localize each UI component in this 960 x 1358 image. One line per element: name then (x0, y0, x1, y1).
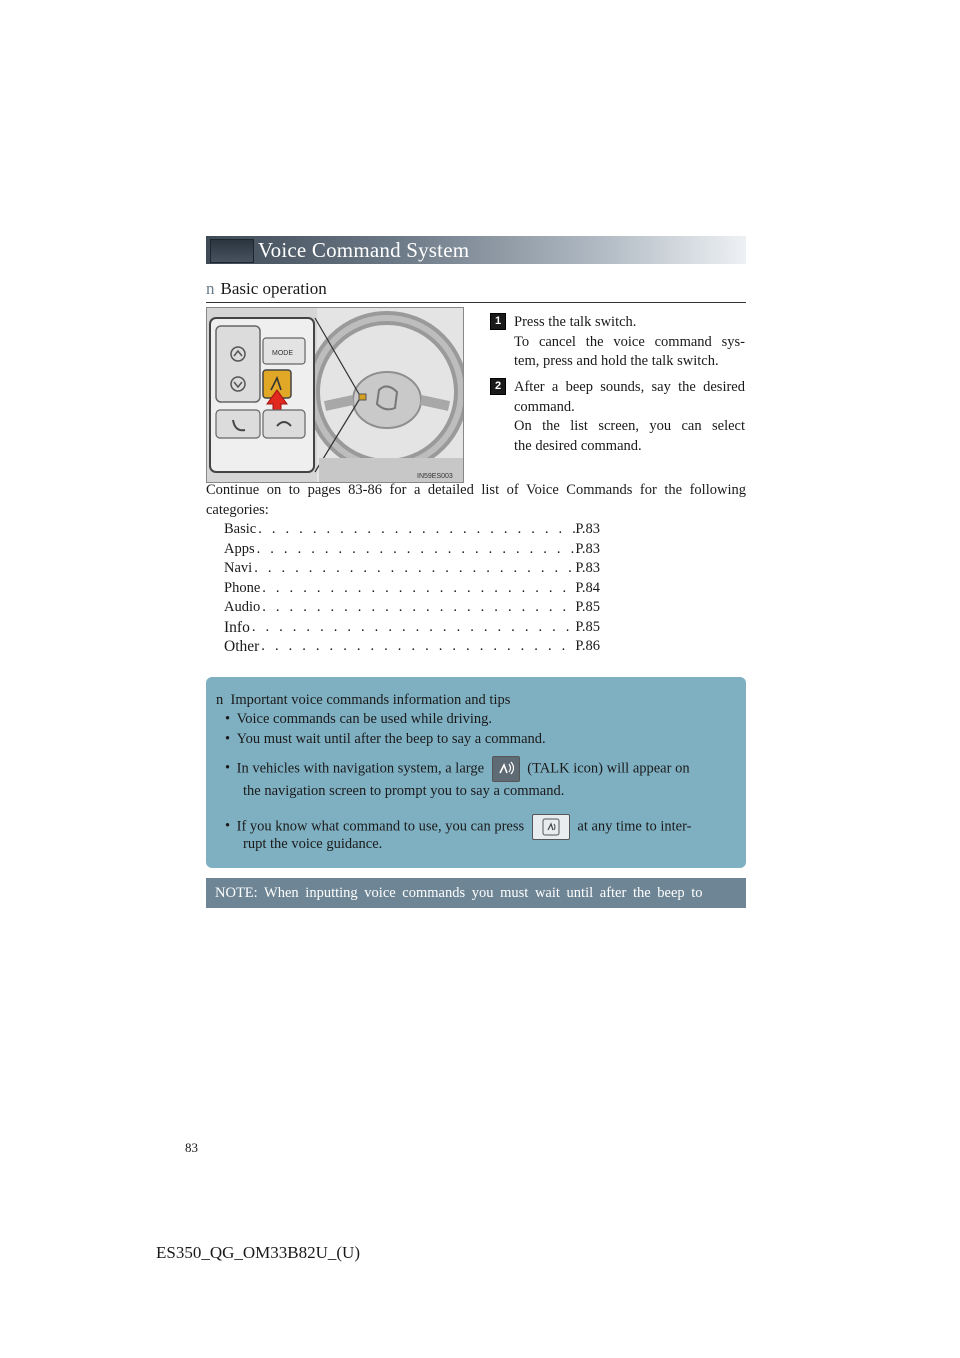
step-1-text (514, 313, 745, 372)
tip-bullet-1 (225, 710, 492, 729)
category-name: Other (224, 638, 260, 655)
step-1-line: To cancel the voice command sys- (514, 333, 745, 350)
dot-leader (250, 618, 576, 638)
intro-paragraph (206, 481, 746, 520)
subheading (206, 279, 327, 299)
dot-leader (259, 637, 575, 657)
intro-line: categories: (206, 501, 269, 518)
tip-text: In vehicles with navigation system, a large (236, 760, 485, 777)
tip-text: You must wait until after the beep to say a command. (236, 731, 546, 747)
intro-line: Continue on to pages 83-86 for a detailed list of Voice Commands for the following (206, 482, 746, 498)
step-2-text (514, 378, 745, 456)
tips-heading-text: Important voice commands information and tips (230, 692, 511, 708)
category-row-apps (224, 540, 600, 560)
step-2-line: the desired command. (514, 437, 642, 454)
page-number: 83 (185, 1140, 198, 1155)
category-name: Navi (224, 560, 253, 576)
category-row-navi (224, 559, 600, 579)
category-page: P.83 (575, 540, 600, 557)
tips-info-box (206, 677, 746, 868)
step-2-line: After a beep sounds, say the desired (514, 379, 745, 395)
category-name: Basic (224, 521, 257, 537)
tip-bullet-2 (225, 730, 546, 749)
talk-icon-glyph (493, 757, 519, 781)
dot-leader (260, 598, 575, 618)
section-header-bar (206, 236, 746, 264)
step-number-1: 1 (490, 313, 506, 330)
step-1-line: Press the talk switch. (514, 314, 637, 330)
dot-leader (256, 520, 575, 540)
category-row-basic (224, 520, 600, 540)
document-code: ES350_QG_OM33B82U_(U) (156, 1243, 360, 1262)
category-page: P.85 (575, 599, 600, 615)
category-page: P.84 (575, 579, 600, 596)
note-bar (206, 878, 746, 908)
step-number-2: 2 (490, 378, 506, 395)
tip-bullet-3-continued: the navigation screen to prompt you to say a command. (243, 783, 565, 799)
mode-button-label: MODE (272, 350, 293, 357)
tip-text: Voice commands can be used while driving. (236, 711, 493, 727)
tip-bullet-4-continued: rupt the voice guidance. (243, 836, 383, 852)
steering-wheel-drawing (207, 308, 463, 482)
tips-heading (216, 691, 510, 710)
category-row-other (224, 637, 600, 657)
dot-leader (252, 559, 575, 579)
steering-wheel-illustration (206, 307, 464, 483)
step-2-line: On the list screen, you can select (514, 418, 745, 434)
category-page: P.83 (575, 560, 600, 576)
tip-bullet-3 (225, 756, 690, 782)
bullet-glyph: • (225, 731, 231, 747)
subheading-text: Basic operation (220, 279, 327, 298)
category-page: P.83 (575, 521, 600, 537)
category-row-phone (224, 579, 600, 599)
bullet-glyph: • (225, 711, 231, 727)
category-name: Apps (224, 540, 255, 557)
figure-image-code: IN59ES003 (417, 473, 453, 480)
section-title: Voice Command System (258, 238, 470, 262)
category-name: Audio (224, 599, 261, 615)
category-page: P.86 (575, 638, 600, 654)
category-page: P.85 (575, 618, 600, 635)
bullet-glyph: • (225, 818, 231, 835)
tips-heading-marker: n (216, 692, 224, 708)
dot-leader (260, 579, 575, 599)
tip-text: at any time to inter- (577, 818, 692, 835)
category-name: Info (224, 618, 250, 636)
step-2-line: command. (514, 398, 575, 415)
category-row-info (224, 618, 600, 638)
bullet-glyph: • (225, 760, 231, 777)
subheading-rule (206, 302, 746, 303)
tip-text: If you know what command to use, you can press (236, 818, 525, 835)
note-text: NOTE: When inputting voice commands you must wait until after the beep to (215, 885, 703, 901)
section-tab-graphic (210, 239, 254, 263)
category-name: Phone (224, 579, 261, 596)
talk-switch-icon (532, 814, 570, 840)
talk-switch-icon-glyph (533, 815, 569, 839)
category-row-audio (224, 598, 600, 618)
tip-text: (TALK icon) will appear on (527, 760, 690, 777)
subheading-marker: n (206, 279, 215, 298)
talk-icon (492, 756, 520, 782)
dot-leader (255, 540, 576, 560)
step-1-line: tem, press and hold the talk switch. (514, 353, 719, 369)
